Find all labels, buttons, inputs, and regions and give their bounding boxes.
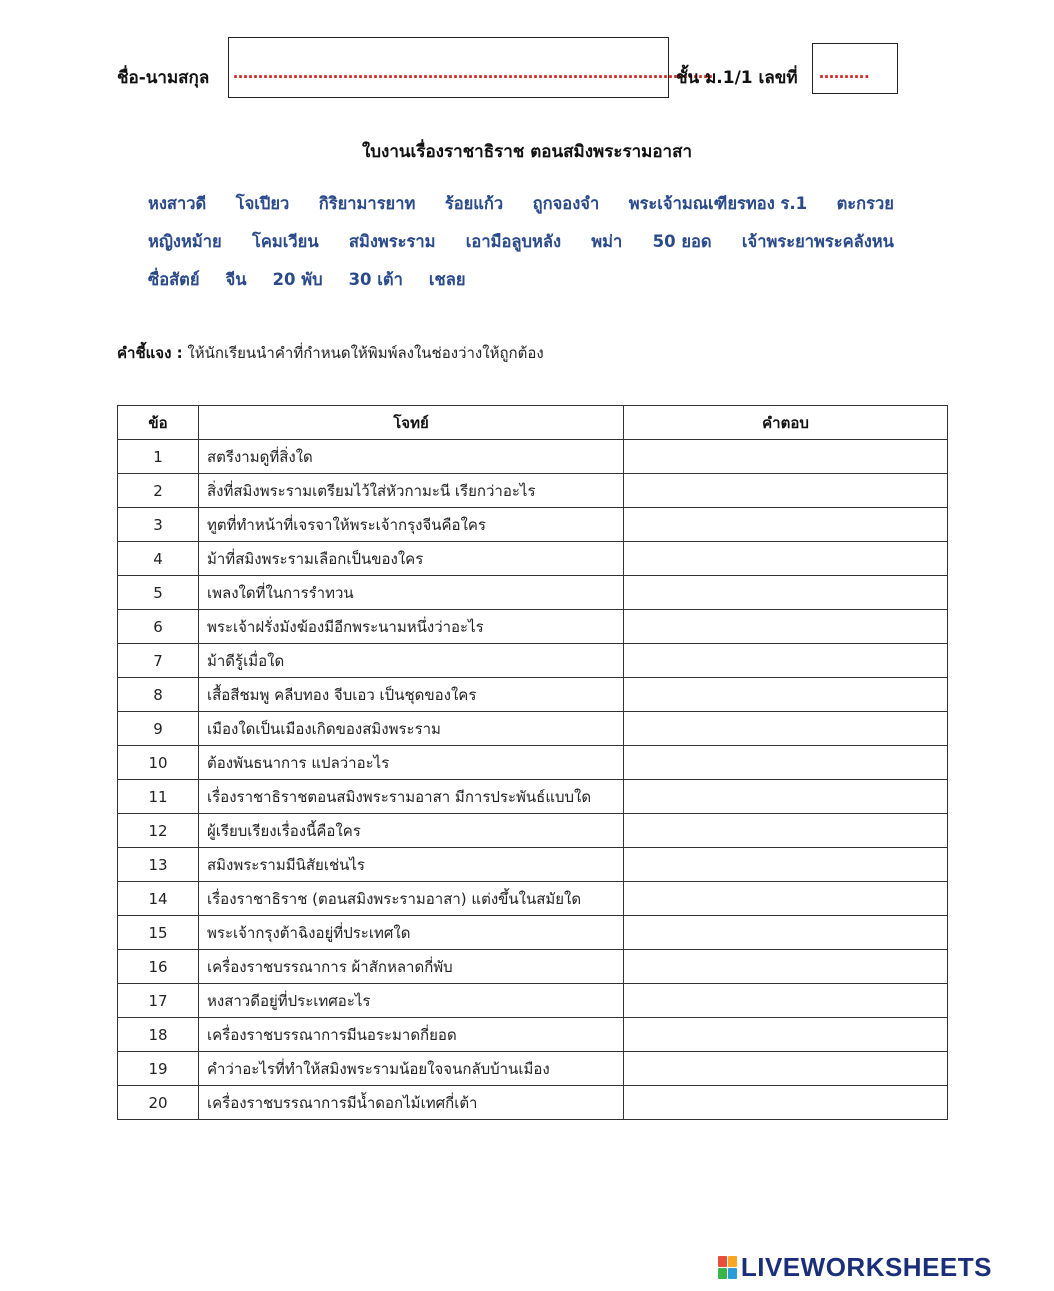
word-bank [148, 185, 894, 299]
question-text: เรื่องราชาธิราชตอนสมิงพระรามอาสา มีการประพันธ์แบบใด [199, 780, 624, 814]
question-number: 13 [118, 848, 199, 882]
answer-field[interactable] [624, 440, 948, 474]
table-row [118, 644, 948, 678]
question-number: 12 [118, 814, 199, 848]
question-number: 3 [118, 508, 199, 542]
table-row [118, 712, 948, 746]
table-row [118, 1018, 948, 1052]
word-item: พม่า [591, 232, 623, 251]
instruction-text: ให้นักเรียนนำคำที่กำหนดให้พิมพ์ลงในช่องว่างให้ถูกต้อง [182, 344, 544, 362]
question-number: 9 [118, 712, 199, 746]
instruction-label: คำชี้แจง : [117, 344, 183, 362]
question-text: เสื้อสีชมพู คลีบทอง จีบเอว เป็นชุดของใคร [199, 678, 624, 712]
word-bank-line-3 [148, 261, 894, 299]
table-row [118, 984, 948, 1018]
table-header-row [118, 406, 948, 440]
col-header-number: ข้อ [118, 406, 199, 440]
table-row [118, 746, 948, 780]
question-number: 18 [118, 1018, 199, 1052]
question-number: 1 [118, 440, 199, 474]
logo-text: LIVEWORKSHEETS [740, 1252, 992, 1282]
table-row [118, 474, 948, 508]
table-row [118, 848, 948, 882]
question-text: เครื่องราชบรรณาการมีนอระมาดกี่ยอด [199, 1018, 624, 1052]
question-number: 4 [118, 542, 199, 576]
table-row [118, 576, 948, 610]
question-text: หงสาวดีอยู่ที่ประเทศอะไร [199, 984, 624, 1018]
table-row [118, 780, 948, 814]
answer-field[interactable] [624, 984, 948, 1018]
table-row [118, 882, 948, 916]
answer-field[interactable] [624, 1086, 948, 1120]
answer-field[interactable] [624, 576, 948, 610]
table-row [118, 916, 948, 950]
question-number: 14 [118, 882, 199, 916]
question-number: 15 [118, 916, 199, 950]
answer-field[interactable] [624, 814, 948, 848]
question-number: 5 [118, 576, 199, 610]
question-text: ม้าดีรู้เมื่อใด [199, 644, 624, 678]
question-text: คำว่าอะไรที่ทำให้สมิงพระรามน้อยใจจนกลับบ้านเมือง [199, 1052, 624, 1086]
name-input[interactable] [228, 37, 713, 98]
question-number: 7 [118, 644, 199, 678]
class-label: ชั้น ม.1/1 เลขที่ [676, 68, 798, 88]
word-item: โจเปียว [235, 194, 290, 213]
answer-field[interactable] [624, 882, 948, 916]
name-dots: …………………………………………………………………………………… [233, 64, 713, 82]
answer-field[interactable] [624, 1018, 948, 1052]
question-text: สิ่งที่สมิงพระรามเตรียมไว้ใส่หัวกามะนี เรียกว่าอะไร [199, 474, 624, 508]
question-text: เครื่องราชบรรณาการมีน้ำดอกไม้เทศกี่เต้า [199, 1086, 624, 1120]
table-row [118, 610, 948, 644]
question-number: 11 [118, 780, 199, 814]
question-number: 20 [118, 1086, 199, 1120]
table-row [118, 508, 948, 542]
answer-field[interactable] [624, 1052, 948, 1086]
name-label: ชื่อ-นามสกุล [117, 68, 210, 88]
word-item: หงสาวดี [148, 194, 207, 213]
word-item: พระเจ้ามณเฑียรทอง ร.1 [628, 194, 808, 213]
answer-field[interactable] [624, 848, 948, 882]
word-item: 50 ยอด [652, 232, 712, 251]
number-dots: ………. [819, 64, 870, 82]
word-item: 30 เต้า [348, 270, 403, 289]
answer-field[interactable] [624, 916, 948, 950]
word-item: โคมเวียน [251, 232, 319, 251]
question-text: เพลงใดที่ในการรำทวน [199, 576, 624, 610]
word-item: ร้อยแก้ว [444, 194, 504, 213]
word-bank-line-1 [148, 185, 894, 223]
question-text: เมืองใดเป็นเมืองเกิดของสมิงพระราม [199, 712, 624, 746]
instruction [117, 341, 544, 365]
word-item: ซื่อสัตย์ [148, 270, 200, 289]
answer-field[interactable] [624, 746, 948, 780]
question-text: พระเจ้ากรุงต้าฉิงอยู่ที่ประเทศใด [199, 916, 624, 950]
answer-field[interactable] [624, 950, 948, 984]
question-number: 17 [118, 984, 199, 1018]
question-table-body [118, 440, 948, 1120]
question-text: ผู้เรียบเรียงเรื่องนี้คือใคร [199, 814, 624, 848]
word-item: เชลย [428, 270, 466, 289]
question-number: 19 [118, 1052, 199, 1086]
word-item: สมิงพระราม [348, 232, 436, 251]
word-item: จีน [225, 270, 247, 289]
question-text: ต้องพันธนาการ แปลว่าอะไร [199, 746, 624, 780]
question-number: 16 [118, 950, 199, 984]
question-number: 2 [118, 474, 199, 508]
question-text: ทูตที่ทำหน้าที่เจรจาให้พระเจ้ากรุงจีนคือใคร [199, 508, 624, 542]
word-item: 20 พับ [272, 270, 323, 289]
question-text: สตรีงามดูที่สิ่งใด [199, 440, 624, 474]
question-number: 6 [118, 610, 199, 644]
answer-field[interactable] [624, 508, 948, 542]
answer-field[interactable] [624, 474, 948, 508]
question-number: 10 [118, 746, 199, 780]
word-item: เจ้าพระยาพระคลังหน [741, 232, 894, 251]
word-item: หญิงหม้าย [148, 232, 222, 251]
question-number: 8 [118, 678, 199, 712]
col-header-question: โจทย์ [199, 406, 624, 440]
table-row [118, 1086, 948, 1120]
answer-field[interactable] [624, 780, 948, 814]
word-item: เอามือลูบหลัง [465, 232, 562, 251]
word-bank-line-2 [148, 223, 894, 261]
word-item: ถูกจองจำ [532, 194, 600, 213]
answer-field[interactable] [624, 644, 948, 678]
answer-field[interactable] [624, 712, 948, 746]
answer-field[interactable] [624, 610, 948, 644]
table-row [118, 678, 948, 712]
live-blocks-icon [718, 1256, 737, 1279]
question-text: เรื่องราชาธิราช (ตอนสมิงพระรามอาสา) แต่งขึ้นในสมัยใด [199, 882, 624, 916]
table-row [118, 950, 948, 984]
liveworksheets-logo [718, 1252, 992, 1283]
table-row [118, 1052, 948, 1086]
number-input[interactable] [812, 43, 898, 94]
question-text: เครื่องราชบรรณาการ ผ้าสักหลาดกี่พับ [199, 950, 624, 984]
word-item: กิริยามารยาท [318, 194, 416, 213]
answer-field[interactable] [624, 678, 948, 712]
table-row [118, 542, 948, 576]
table-row [118, 440, 948, 474]
table-row [118, 814, 948, 848]
question-table [117, 405, 948, 1120]
question-text: ม้าที่สมิงพระรามเลือกเป็นของใคร [199, 542, 624, 576]
word-item: ตะกรวย [836, 194, 894, 213]
answer-field[interactable] [624, 542, 948, 576]
question-text: สมิงพระรามมีนิสัยเช่นไร [199, 848, 624, 882]
page-title: ใบงานเรื่องราชาธิราช ตอนสมิงพระรามอาสา [361, 142, 693, 162]
col-header-answer: คำตอบ [624, 406, 948, 440]
question-text: พระเจ้าฝรั่งมังฆ้องมีอีกพระนามหนึ่งว่าอะไร [199, 610, 624, 644]
